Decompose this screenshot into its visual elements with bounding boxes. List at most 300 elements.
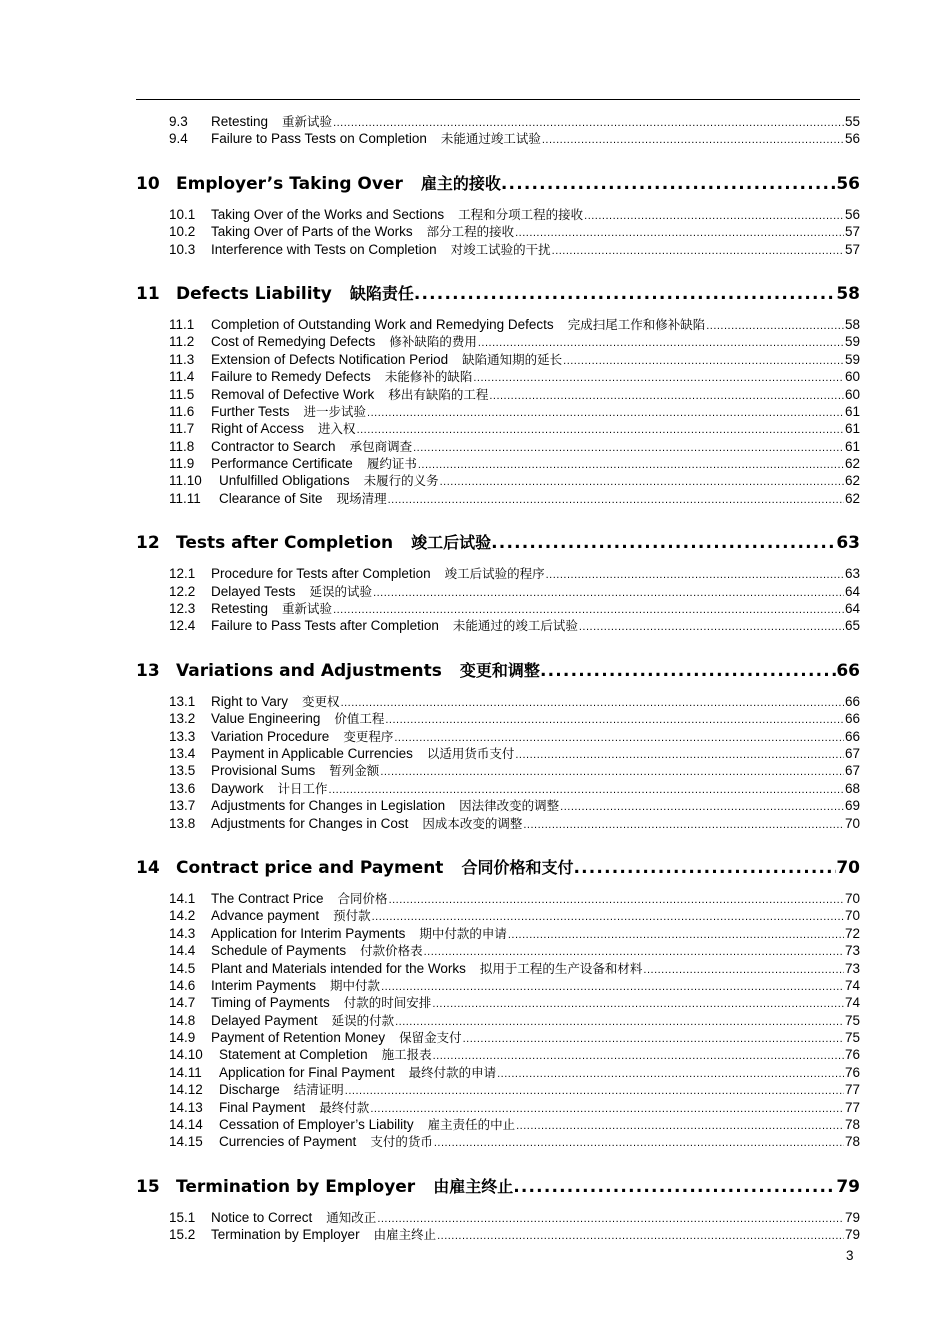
toc-chapter-heading[interactable]	[136, 659, 860, 683]
chapter-page: 63	[836, 533, 860, 554]
toc-entry-number: 10.3	[169, 241, 196, 257]
toc-entry-number: 13.8	[169, 815, 196, 831]
page-number: 3	[846, 1248, 854, 1263]
toc-entry-title-en: Further Tests	[211, 403, 290, 419]
dot-leader	[473, 370, 844, 387]
toc-entry-number: 10.2	[169, 224, 196, 240]
dot-leader	[643, 962, 844, 979]
toc-entry-number: 14.14	[169, 1117, 203, 1133]
intro-entries	[136, 113, 860, 148]
toc-chapter-heading[interactable]	[136, 282, 860, 306]
dot-leader	[440, 474, 844, 491]
toc-entry-page: 76	[844, 1064, 860, 1080]
toc-entry-title-cn: 暂列金额	[329, 763, 380, 779]
toc-entry-number: 13.4	[169, 745, 196, 761]
chapter-title-cn: 变更和调整	[459, 660, 540, 680]
chapter-title-en: Termination by Employer	[176, 1176, 416, 1197]
toc-entry-title-cn: 施工报表	[381, 1047, 432, 1063]
dot-leader	[345, 1083, 844, 1100]
dot-leader	[584, 208, 844, 225]
toc-entry-page: 58	[844, 316, 860, 332]
dot-leader	[381, 979, 844, 996]
toc-entry-title-cn: 最终付款的申请	[408, 1064, 497, 1080]
toc-entry-title-en: Schedule of Payments	[211, 943, 347, 959]
toc-entry-title-en: Adjustments for Changes in Legislation	[211, 798, 446, 814]
dot-leader	[501, 172, 836, 196]
toc-entry-title-en: Clearance of Site	[219, 490, 323, 506]
dot-leader	[523, 817, 844, 834]
chapter-page: 79	[836, 1176, 860, 1197]
toc-entry[interactable]	[169, 942, 860, 959]
toc-entry-title-en: Plant and Materials intended for the Works	[211, 960, 466, 976]
chapter-entries	[136, 316, 860, 507]
toc-entry-page: 69	[844, 798, 860, 814]
toc-entry-number: 12.2	[169, 583, 196, 599]
toc-entry-number: 11.3	[169, 351, 195, 367]
dot-leader	[540, 659, 836, 683]
toc-entry-page: 57	[844, 241, 860, 257]
toc-entry-title-cn: 变更程序	[343, 728, 394, 744]
toc-entry-page: 65	[844, 618, 860, 634]
toc-entry-title-cn: 变更权	[302, 693, 340, 709]
dot-leader	[542, 132, 844, 149]
toc-entry-title-en: Right to Vary	[211, 693, 289, 709]
toc-entry-title-cn: 结清证明	[293, 1082, 344, 1098]
toc-entry-title-en: Adjustments for Changes in Cost	[211, 815, 409, 831]
toc-entry[interactable]	[169, 1012, 860, 1029]
chapter-entries	[136, 206, 860, 258]
chapter-page: 56	[836, 173, 860, 194]
toc-entry[interactable]	[169, 780, 860, 797]
toc-entry[interactable]	[169, 420, 860, 437]
toc-entry-number: 15.1	[169, 1209, 196, 1225]
dot-leader	[508, 927, 844, 944]
chapter-title-cn: 缺陷责任	[349, 283, 414, 303]
toc-entry-number: 14.5	[169, 960, 196, 976]
toc-entry-title-cn: 对竣工试验的干扰	[450, 241, 551, 257]
toc-entry[interactable]	[169, 223, 860, 240]
toc-entry-title-cn: 预付款	[333, 908, 371, 924]
toc-entry-number: 14.11	[169, 1064, 202, 1080]
dot-leader	[418, 457, 844, 474]
toc-entry-page: 60	[844, 369, 860, 385]
chapter-title-cn: 由雇主终止	[433, 1176, 514, 1196]
toc-entry-number: 12.3	[169, 601, 196, 617]
toc-entry-title-en: Value Engineering	[211, 711, 321, 727]
toc-entry-number: 13.6	[169, 780, 196, 796]
toc-entry[interactable]	[169, 333, 860, 350]
chapter-entries	[136, 1209, 860, 1244]
toc-entry-title-cn: 未履行的义务	[363, 473, 439, 489]
toc-entry-title-en: Application for Final Payment	[219, 1064, 395, 1080]
dot-leader	[513, 1175, 836, 1199]
toc-entry-title-en: Failure to Pass Tests after Completion	[211, 618, 439, 634]
toc-entry-page: 66	[844, 728, 860, 744]
dot-leader	[515, 747, 844, 764]
toc-entry-number: 9.4	[169, 131, 188, 147]
toc-entry-page: 55	[844, 114, 860, 129]
toc-entry[interactable]	[169, 762, 860, 779]
toc-entry-title-en: Application for Interim Payments	[211, 925, 406, 941]
toc-entry-page: 61	[844, 403, 860, 419]
toc-entry[interactable]	[169, 710, 860, 727]
dot-leader	[546, 567, 844, 584]
toc-entry[interactable]	[169, 1099, 860, 1116]
toc-entry[interactable]	[169, 316, 860, 333]
chapter-title-en: Defects Liability	[176, 283, 332, 304]
toc-entry-page: 75	[844, 1030, 860, 1046]
toc-entry-number: 11.11	[169, 490, 201, 506]
toc-entry-title-en: Discharge	[219, 1082, 280, 1098]
dot-leader	[463, 1031, 844, 1048]
chapter-entries	[136, 565, 860, 635]
toc-entry-page: 62	[844, 490, 860, 506]
toc-entry-page: 60	[844, 386, 860, 402]
toc-entry-title-cn: 工程和分项工程的接收	[458, 206, 584, 222]
toc-entry[interactable]	[169, 368, 860, 385]
toc-entry-page: 63	[844, 566, 860, 582]
toc-entry[interactable]	[169, 351, 860, 368]
toc-entry-title-cn: 计日工作	[277, 780, 328, 796]
dot-leader	[380, 764, 844, 781]
toc-entry-number: 14.12	[169, 1082, 203, 1098]
toc-entry-number: 14.2	[169, 908, 196, 924]
toc-entry-number: 14.10	[169, 1047, 203, 1063]
toc-entry-title-cn: 付款的时间安排	[343, 995, 432, 1011]
chapter-number: 13	[136, 660, 160, 681]
toc-entry[interactable]	[169, 1029, 860, 1046]
dot-leader	[552, 243, 844, 260]
dot-leader	[377, 1211, 844, 1228]
toc-entry-page: 76	[844, 1047, 860, 1063]
toc-entry-title-cn: 保留金支付	[399, 1030, 462, 1046]
toc-entry-title-en: Cessation of Employer’s Liability	[219, 1117, 414, 1133]
toc-entry-title-cn: 合同价格	[337, 890, 388, 906]
dot-leader	[373, 585, 844, 602]
toc-entry-page: 78	[844, 1117, 860, 1133]
chapter-title-en: Employer’s Taking Over	[176, 173, 403, 194]
dot-leader	[516, 1118, 844, 1135]
toc-entry-page: 61	[844, 421, 860, 437]
toc-entry-title-cn: 延误的试验	[309, 583, 373, 599]
toc-entry-title-cn: 价值工程	[334, 711, 385, 727]
toc-entry-number: 14.6	[169, 977, 196, 993]
toc-entry-title-en: Provisional Sums	[211, 763, 316, 779]
toc-entry-page: 70	[844, 815, 860, 831]
dot-leader	[388, 492, 844, 509]
dot-leader	[389, 892, 844, 909]
toc-entry-number: 10.1	[169, 206, 196, 222]
toc-entry-number: 14.15	[169, 1134, 203, 1150]
toc-entry[interactable]	[169, 1064, 860, 1081]
chapter-title-en: Tests after Completion	[176, 533, 394, 554]
toc-entry[interactable]	[169, 1046, 860, 1063]
toc-entry[interactable]	[169, 617, 860, 634]
toc-entry[interactable]	[169, 745, 860, 762]
toc-entry[interactable]	[169, 438, 860, 455]
toc-chapter-heading[interactable]	[136, 856, 860, 880]
toc-entry-title-cn: 最终付款	[319, 1099, 370, 1115]
toc-entry-title-en: Delayed Tests	[211, 583, 296, 599]
toc-entry[interactable]	[169, 403, 860, 420]
toc-entry-page: 77	[844, 1082, 860, 1098]
toc-entry[interactable]	[169, 693, 860, 710]
toc-entry-title-en: Interim Payments	[211, 977, 317, 993]
dot-leader	[573, 856, 836, 880]
toc-entry-title-cn: 拟用于工程的生产设备和材料	[479, 960, 643, 976]
toc-entry[interactable]	[169, 815, 860, 832]
toc-entry-page: 74	[844, 977, 860, 993]
header-rule	[136, 99, 860, 100]
toc-entry-title-en: Interference with Tests on Completion	[211, 241, 437, 257]
toc-entry[interactable]	[169, 1081, 860, 1098]
toc-entry-title-cn: 期中付款	[330, 977, 381, 993]
toc-entry-title-cn: 缺陷通知期的延长	[462, 351, 563, 367]
toc-entry[interactable]	[169, 206, 860, 223]
toc-entry-number: 13.2	[169, 711, 196, 727]
toc-entry-page: 77	[844, 1099, 860, 1115]
toc-entry-title-cn: 期中付款的申请	[419, 925, 507, 941]
dot-leader	[706, 318, 844, 335]
toc-entry-title-cn: 竣工后试验的程序	[444, 566, 545, 582]
toc-entry[interactable]	[169, 386, 860, 403]
chapter-title-en: Contract price and Payment	[176, 857, 444, 878]
toc-entry[interactable]	[169, 472, 860, 489]
toc-entry-title-en: Notice to Correct	[211, 1209, 313, 1225]
toc-entry-number: 13.5	[169, 763, 196, 779]
toc-entry-title-cn: 未能通过竣工试验	[440, 131, 541, 147]
toc-entry-page: 61	[844, 438, 860, 454]
dot-leader	[491, 531, 836, 555]
toc-entry-page: 59	[844, 334, 860, 350]
toc-entry-title-en: Retesting	[211, 601, 269, 617]
toc-entry-number: 11.7	[169, 421, 195, 437]
toc-entry-title-en: Payment in Applicable Currencies	[211, 745, 413, 761]
chapter-page: 66	[836, 660, 860, 681]
chapter-title-en: Variations and Adjustments	[176, 660, 442, 681]
toc-entry-number: 11.4	[169, 369, 195, 385]
toc-entry[interactable]	[169, 455, 860, 472]
toc-entry-title-en: Right of Access	[211, 421, 305, 437]
dot-leader	[341, 695, 844, 712]
toc-entry-title-cn: 通知改正	[326, 1209, 377, 1225]
toc-entry-page: 67	[844, 763, 860, 779]
chapter-number: 12	[136, 533, 160, 554]
toc-entry-title-en: Extension of Defects Notification Period	[211, 351, 449, 367]
chapter-number: 15	[136, 1176, 160, 1197]
chapter-title-cn: 合同价格和支付	[461, 857, 574, 877]
toc-entry-number: 14.4	[169, 943, 196, 959]
dot-leader	[489, 388, 844, 405]
toc-entry[interactable]	[169, 1209, 860, 1226]
toc-entry[interactable]	[169, 600, 860, 617]
toc-entry-page: 67	[844, 745, 860, 761]
chapter-page: 70	[836, 857, 860, 878]
toc-entry-title-en: Currencies of Payment	[219, 1134, 357, 1150]
toc-entry-title-cn: 部分工程的接收	[426, 224, 515, 240]
dot-leader	[579, 619, 844, 636]
toc-entry[interactable]	[169, 977, 860, 994]
dot-leader	[385, 712, 844, 729]
toc-entry-title-en: Unfulfilled Obligations	[219, 473, 350, 489]
toc-entry-page: 57	[844, 224, 860, 240]
toc-entry-number: 15.2	[169, 1227, 196, 1243]
toc-entry-number: 14.1	[169, 890, 196, 906]
toc-entry-number: 11.1	[169, 316, 195, 332]
toc-entry-page: 64	[844, 583, 860, 599]
toc-entry-title-cn: 因成本改变的调整	[422, 815, 523, 831]
chapter-number: 11	[136, 283, 160, 304]
toc-entry-title-cn: 未能修补的缺陷	[384, 369, 473, 385]
toc-entry[interactable]	[169, 130, 860, 147]
toc-entry-page: 75	[844, 1012, 860, 1028]
dot-leader	[434, 1135, 844, 1152]
toc-entry-title-en: Statement at Completion	[219, 1047, 368, 1063]
toc-entry[interactable]	[169, 565, 860, 582]
dot-leader	[497, 1066, 844, 1083]
toc-entry[interactable]	[169, 797, 860, 814]
toc-entry-number: 13.7	[169, 798, 196, 814]
dot-leader	[437, 1228, 844, 1245]
toc-entry-title-en: Final Payment	[219, 1099, 306, 1115]
dot-leader	[432, 996, 844, 1013]
toc-entry-title-en: Failure to Remedy Defects	[211, 369, 371, 385]
toc-entry-page: 79	[844, 1227, 860, 1243]
toc-entry-page: 68	[844, 780, 860, 796]
toc-entry-number: 11.6	[169, 403, 195, 419]
dot-leader	[515, 225, 844, 242]
toc-entry[interactable]	[169, 113, 860, 130]
chapter-title-cn: 雇主的接收	[420, 173, 501, 193]
toc-entry-page: 66	[844, 693, 860, 709]
chapter-page: 58	[836, 283, 860, 304]
chapter-title-cn: 竣工后试验	[411, 533, 492, 553]
toc-entry-title-cn: 修补缺陷的费用	[389, 334, 477, 350]
dot-leader	[395, 1014, 844, 1031]
toc-entry-title-cn: 移出有缺陷的工程	[388, 386, 489, 402]
toc-entry-number: 13.3	[169, 728, 196, 744]
toc-entry-title-cn: 完成扫尾工作和修补缺陷	[567, 316, 706, 332]
toc-entry-title-cn: 因法律改变的调整	[459, 798, 560, 814]
toc-entry[interactable]	[169, 241, 860, 258]
toc-entry-page: 73	[844, 960, 860, 976]
toc-entry-title-cn: 重新试验	[282, 114, 333, 129]
toc-entry[interactable]	[169, 907, 860, 924]
toc-entry-title-en: Completion of Outstanding Work and Remedying Defects	[211, 316, 554, 332]
toc-entry-page: 62	[844, 456, 860, 472]
toc-chapter-heading[interactable]	[136, 172, 860, 196]
toc-entry-title-cn: 支付的货币	[370, 1134, 433, 1150]
toc-entry[interactable]	[169, 1226, 860, 1243]
toc-chapter-heading[interactable]	[136, 531, 860, 555]
toc-entry[interactable]	[169, 1116, 860, 1133]
toc-chapter-heading[interactable]	[136, 1175, 860, 1199]
chapter-entries	[136, 693, 860, 832]
toc-entry-title-en: Performance Certificate	[211, 456, 353, 472]
toc-entry-page: 79	[844, 1209, 860, 1225]
toc-entry[interactable]	[169, 490, 860, 507]
toc-entry-title-en: Contractor to Search	[211, 438, 336, 454]
toc-entry-number: 11.10	[169, 473, 202, 489]
toc-entry-title-cn: 雇主责任的中止	[427, 1117, 516, 1133]
toc-entry-title-en: Delayed Payment	[211, 1012, 318, 1028]
dot-leader	[563, 353, 844, 370]
toc-entry-title-en: The Contract Price	[211, 890, 324, 906]
toc-entry-title-en: Taking Over of Parts of the Works	[211, 224, 413, 240]
toc-entry-title-en: Termination by Employer	[211, 1227, 360, 1243]
toc-entry-title-en: Timing of Payments	[211, 995, 330, 1011]
toc-entry-title-en: Procedure for Tests after Completion	[211, 566, 431, 582]
toc-entry-number: 11.9	[169, 456, 195, 472]
toc-entry-title-cn: 承包商调查	[349, 438, 413, 454]
toc-entry-title-cn: 进一步试验	[303, 403, 367, 419]
toc-entry-page: 59	[844, 351, 860, 367]
toc-entry-page: 73	[844, 943, 860, 959]
toc-entry-page: 78	[844, 1134, 860, 1150]
toc-entry-page: 70	[844, 890, 860, 906]
toc-entry-number: 14.13	[169, 1099, 203, 1115]
toc-entry-title-en: Advance payment	[211, 908, 320, 924]
toc-entry-number: 12.4	[169, 618, 196, 634]
toc-entry-number: 14.7	[169, 995, 196, 1011]
toc-entry-page: 70	[844, 908, 860, 924]
toc-entry-number: 14.3	[169, 925, 196, 941]
toc-entry[interactable]	[169, 960, 860, 977]
toc-entry-title-en: Retesting	[211, 114, 269, 129]
toc-entry-title-cn: 延误的付款	[331, 1012, 395, 1028]
toc-entry-number: 11.5	[169, 386, 195, 402]
toc-entry-title-cn: 现场清理	[336, 490, 387, 506]
toc-entry-title-cn: 履约证书	[366, 456, 417, 472]
toc-entry[interactable]	[169, 890, 860, 907]
toc-entry-page: 74	[844, 995, 860, 1011]
toc-entry-number: 14.9	[169, 1030, 196, 1046]
toc-entry-number: 9.3	[169, 114, 188, 129]
chapter-number: 10	[136, 173, 160, 194]
toc-entry-title-en: Removal of Defective Work	[211, 386, 375, 402]
toc-entry-title-cn: 进入权	[318, 421, 356, 437]
dot-leader	[413, 440, 844, 457]
toc-entry-number: 14.8	[169, 1012, 196, 1028]
chapter-number: 14	[136, 857, 160, 878]
toc-entry-title-en: Failure to Pass Tests on Completion	[211, 131, 427, 147]
toc-entry[interactable]	[169, 1133, 860, 1150]
dot-leader	[367, 405, 844, 422]
table-of-contents	[136, 113, 860, 1244]
toc-entry-title-cn: 由雇主终止	[373, 1227, 437, 1243]
toc-entry-title-cn: 重新试验	[282, 601, 333, 617]
dot-leader	[560, 799, 844, 816]
toc-entry-number: 13.1	[169, 693, 196, 709]
toc-entry-title-cn: 未能通过的竣工后试验	[452, 618, 578, 634]
toc-entry-page: 56	[844, 206, 860, 222]
toc-entry-page: 62	[844, 473, 860, 489]
toc-entry-title-en: Taking Over of the Works and Sections	[211, 206, 445, 222]
toc-entry-number: 11.2	[169, 334, 195, 350]
toc-entry-page: 66	[844, 711, 860, 727]
toc-entry-page: 56	[844, 131, 860, 147]
toc-entry-number: 11.8	[169, 438, 195, 454]
toc-entry[interactable]	[169, 994, 860, 1011]
toc-entry-title-cn: 以适用货币支付	[426, 745, 515, 761]
toc-entry-page: 72	[844, 925, 860, 941]
toc-entry[interactable]	[169, 925, 860, 942]
chapter-entries	[136, 890, 860, 1151]
toc-entry[interactable]	[169, 583, 860, 600]
toc-entry[interactable]	[169, 728, 860, 745]
toc-entry-title-en: Daywork	[211, 780, 264, 796]
toc-entry-title-en: Variation Procedure	[211, 728, 330, 744]
